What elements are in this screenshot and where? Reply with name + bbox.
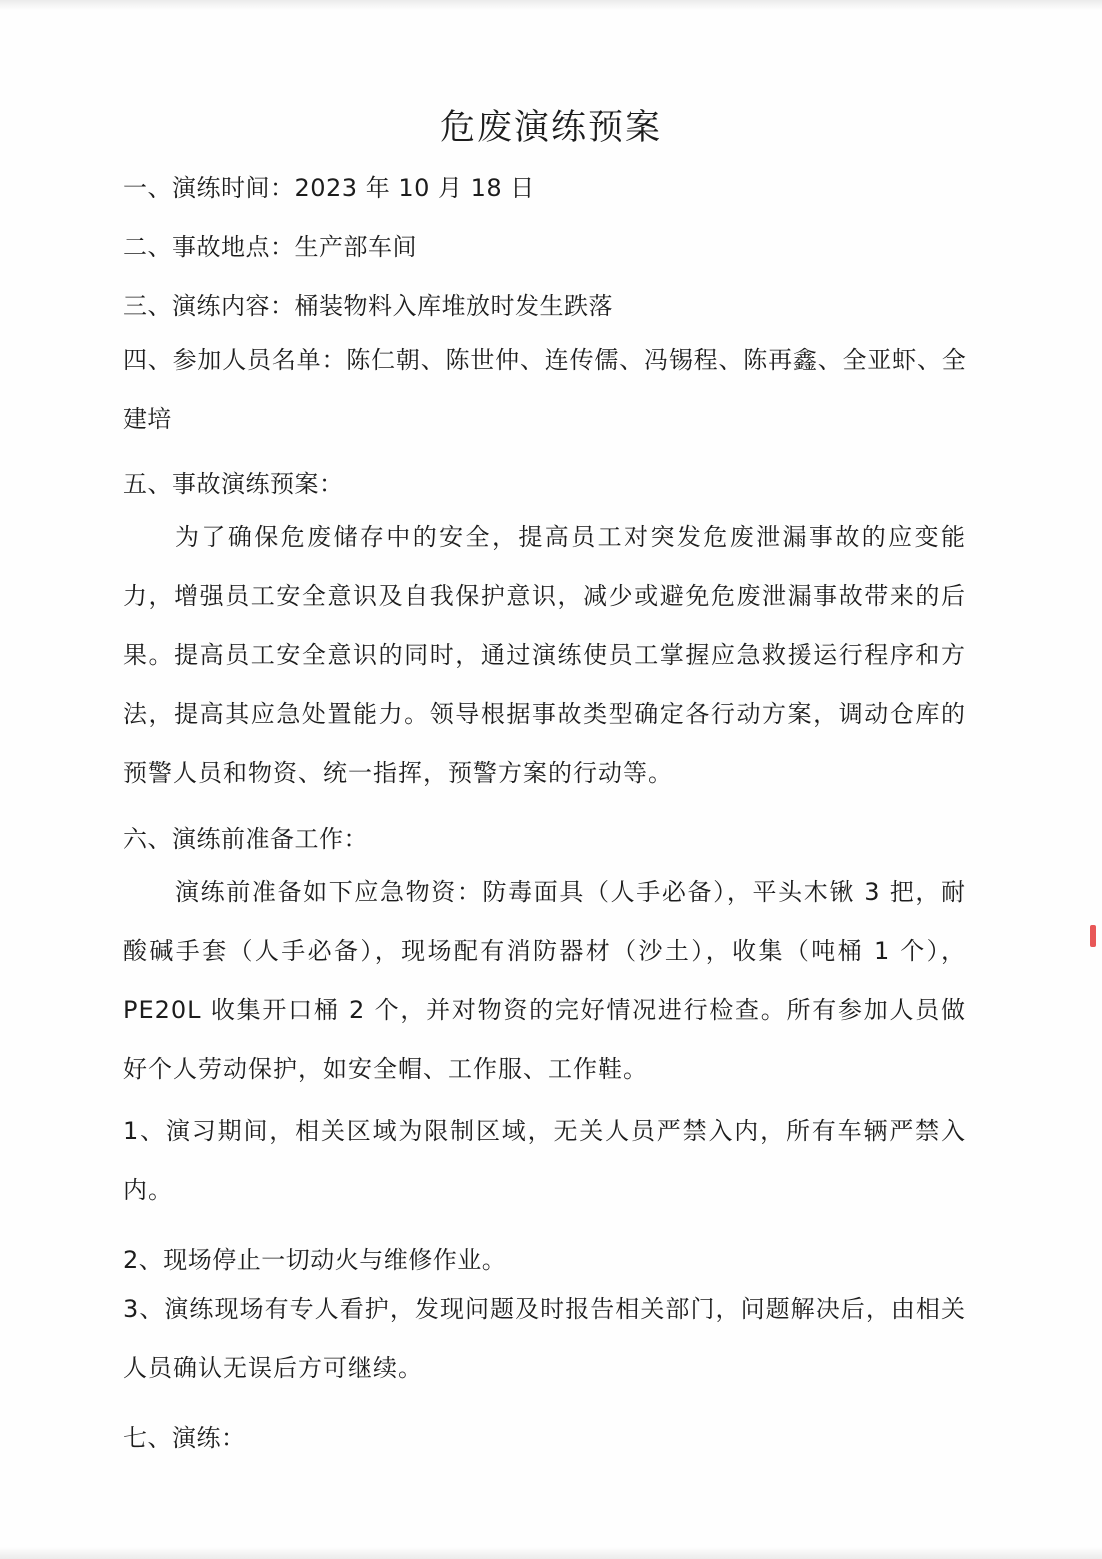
section-prep-body: 演练前准备如下应急物资：防毒面具（人手必备），平头木锹 3 把，耐酸碱手套（人手必备），现场配有消防器材（沙土），收集（吨桶 1 个），PE20L 收集开口桶 2 个，并对物资的完好情况进行检查。所有参加人员做好个人劳动保护，如安全帽、工作服、工作鞋。 (123, 878, 966, 1083)
item-drill-time: 一、演练时间：2023 年 10 月 18 日 (123, 174, 535, 202)
item-drill-content: 三、演练内容：桶装物料入库堆放时发生跌落 (123, 292, 613, 320)
scan-edge-bottom (0, 1547, 1102, 1559)
scan-red-mark (1090, 925, 1096, 947)
section-drill-heading: 七、演练： (123, 1424, 246, 1452)
item-accident-location: 二、事故地点：生产部车间 (123, 233, 417, 261)
section-plan-heading: 五、事故演练预案： (123, 470, 344, 498)
rule-3: 3、演练现场有专人看护，发现问题及时报告相关部门，问题解决后，由相关人员确认无误后方可继续。 (123, 1295, 966, 1382)
section-plan-body: 为了确保危废储存中的安全，提高员工对突发危废泄漏事故的应变能力，增强员工安全意识及自我保护意识，减少或避免危废泄漏事故带来的后果。提高员工安全意识的同时，通过演练使员工掌握应急救援运行程序和方法，提高其应急处置能力。领导根据事故类型确定各行动方案，调动仓库的预警人员和物资、统一指挥，预警方案的行动等。 (123, 523, 966, 787)
scan-edge-top (0, 0, 1102, 10)
rule-1: 1、演习期间，相关区域为限制区域，无关人员严禁入内，所有车辆严禁入内。 (123, 1117, 966, 1204)
section-prep-heading: 六、演练前准备工作： (123, 825, 368, 853)
document-title: 危废演练预案 (439, 108, 662, 148)
rule-2: 2、现场停止一切动火与维修作业。 (123, 1246, 507, 1274)
item-participants: 四、参加人员名单：陈仁朝、陈世仲、连传儒、冯锡程、陈再鑫、全亚虾、全建培 (123, 346, 966, 433)
